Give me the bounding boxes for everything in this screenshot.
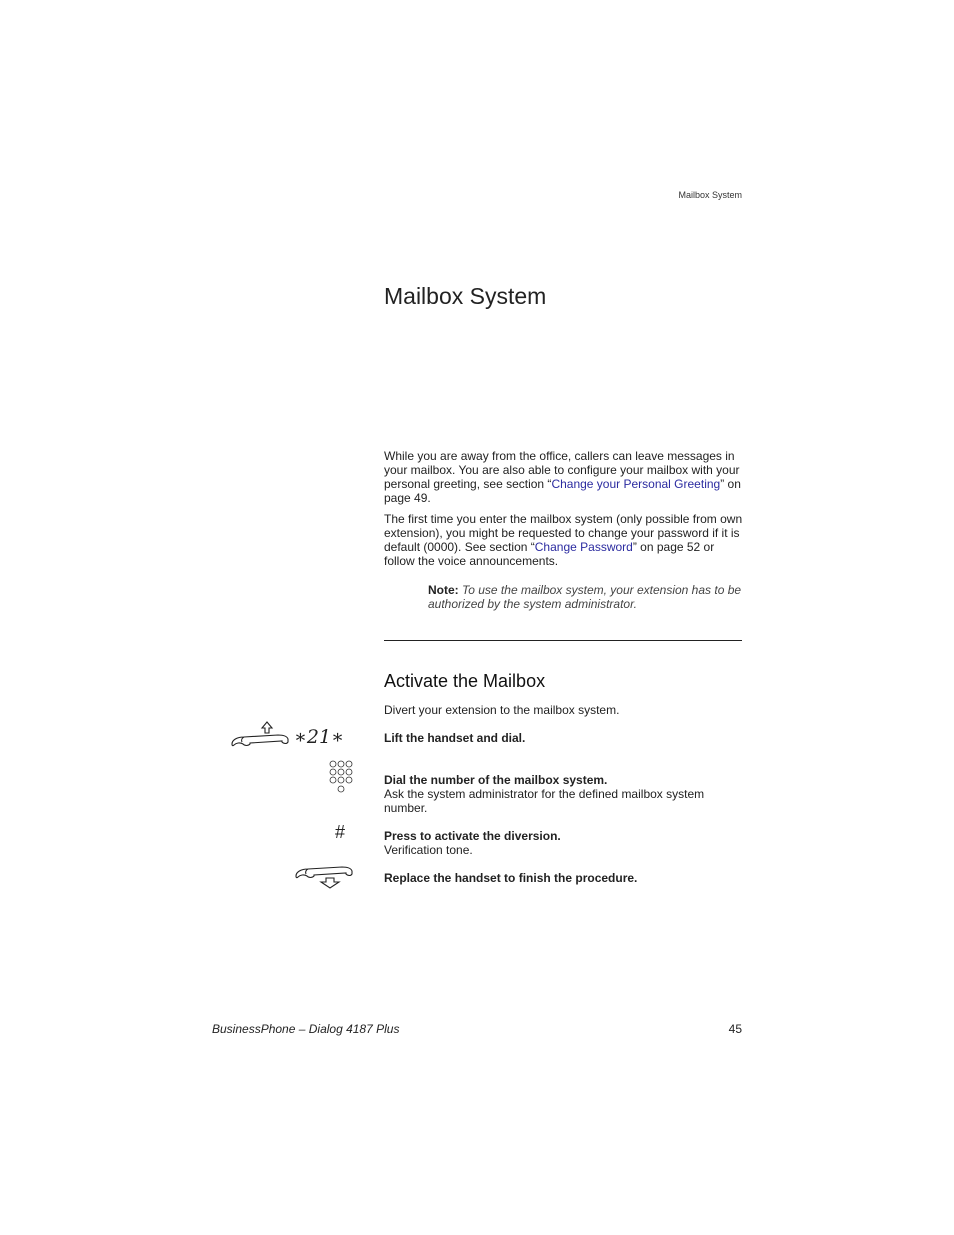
step-3 bbox=[384, 829, 744, 857]
step-2 bbox=[384, 773, 744, 815]
step-1-instruction bbox=[384, 731, 744, 745]
step-2-bold: Dial the number of the mailbox system. bbox=[384, 773, 608, 787]
hash-key-icon: # bbox=[335, 822, 346, 842]
note-text: To use the mailbox system, your extension has to be authorized by the system administrator. bbox=[428, 583, 742, 611]
step-2-detail: Ask the system administrator for the defined mailbox system number. bbox=[384, 787, 705, 815]
step-3-detail: Verification tone. bbox=[384, 843, 473, 857]
intro-text-1a: While you are away from the office, callers can leave messages in your mailbox. You are also able to configure your mailbox with your personal greeting, see section “ bbox=[384, 449, 740, 491]
handset-replace-icon bbox=[292, 860, 356, 890]
note-label: Note: bbox=[428, 583, 459, 597]
section-title: Activate the Mailbox bbox=[384, 671, 546, 691]
page-number: 45 bbox=[728, 1022, 742, 1036]
keypad-icon bbox=[328, 759, 354, 795]
intro-paragraph-1 bbox=[384, 449, 744, 505]
section-intro: Divert your extension to the mailbox system. bbox=[384, 703, 620, 717]
link-change-password[interactable]: Change Password bbox=[534, 540, 633, 554]
intro-text-2b: ” on page 52 or follow the voice announcements. bbox=[384, 540, 715, 568]
step-3-bold: Press to activate the diversion. bbox=[384, 829, 561, 843]
note-box bbox=[428, 583, 748, 611]
step-1-bold: Lift the handset and dial. bbox=[384, 731, 526, 745]
section-divider bbox=[384, 640, 742, 641]
handset-lift-icon bbox=[228, 716, 360, 750]
step-4-bold: Replace the handset to finish the procedure. bbox=[384, 871, 638, 885]
running-header: Mailbox System bbox=[678, 190, 742, 200]
intro-text-2a: The first time you enter the mailbox system (only possible from own extension), you might be requested to change your password if it is default (0000). See section “ bbox=[384, 512, 743, 554]
page-title: Mailbox System bbox=[384, 283, 547, 309]
dial-code: ∗21∗ bbox=[294, 726, 345, 748]
link-change-personal-greeting[interactable]: Change your Personal Greeting bbox=[551, 477, 721, 491]
footer-product: BusinessPhone – Dialog 4187 Plus bbox=[212, 1022, 400, 1036]
step-4 bbox=[384, 871, 744, 885]
intro-paragraph-2 bbox=[384, 512, 744, 568]
intro-text-1b: ” on page 49. bbox=[384, 477, 741, 505]
